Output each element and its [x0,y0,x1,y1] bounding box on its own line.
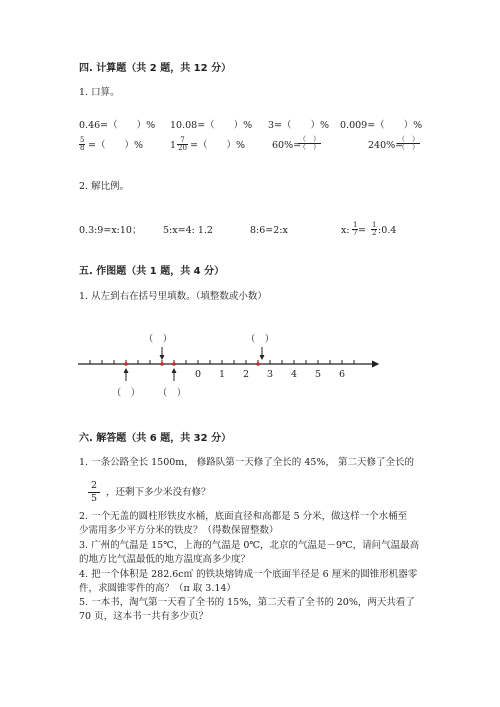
numerator: 7 [177,137,188,145]
answer-bracket: （ ） [245,334,275,345]
tick-label: 0 [194,369,202,380]
point-marker [172,362,176,366]
answer-bracket: （ ） [157,388,187,399]
point-marker [256,362,260,366]
proportion-prefix: x: [341,225,350,236]
tick-label: 5 [314,369,322,380]
calc-item: 0.46=（ ）% [79,120,156,131]
answer-bracket: （ ） [111,388,141,399]
proportion-item: 8:6=2:x [250,225,288,236]
q1-title: 1. 口算。 [79,87,120,98]
numerator: 1 [372,221,377,229]
fraction [88,480,100,505]
section4-heading: 四. 计算题（共 2 题，共 12 分） [79,63,232,74]
calc-item: 60%= [272,140,302,151]
problem-text: 2. 一个无盖的圆柱形铁皮水桶，底面直径和高都是 5 分米，做这样一个水桶至 [79,511,408,522]
problem-text: 的地方比气温最低的地方温度高多少度？ [79,554,251,565]
tick-label: 2 [242,369,250,380]
numerator: 2 [88,480,100,493]
problem-text: 1. 一条公路全长 1500m， 修路队第一天修了全长的 45%， 第二天修了全长的 [79,457,414,468]
equals-sign: = [358,225,366,236]
problem-text: 3. 广州的气温是 15℃，上海的气温是 0℃，北京的气温是－9℃，请问气温最高 [79,540,420,551]
tick-label: 3 [266,369,274,380]
proportion-item: 5:x=4: 1.2 [163,225,213,236]
denominator: 20 [178,144,187,152]
numerator: 1 [353,221,358,229]
problem-text: 5. 一本书，淘气第一天看了全书的 15%，第二天看了全书的 20%，两天共看了 [79,597,415,608]
section6-heading: 六. 解答题（共 6 题，共 32 分） [79,433,232,444]
denominator-blank: （ ） [398,143,419,151]
calc-item: =（ ）% [88,140,143,151]
denominator: 2 [372,229,377,237]
point-marker [160,362,164,366]
mixed-whole: 1 [170,140,177,151]
problem-text: 70 页，这本书一共有多少页？ [79,611,209,622]
fraction [79,137,85,152]
calc-item: 10.08=（ ）% [170,120,253,131]
number-line-figure [0,325,500,405]
fraction-blank [298,136,321,151]
tick-label: 6 [338,369,346,380]
denominator: 7 [353,229,358,237]
fraction-blank [397,136,420,151]
numerator-blank: （ ） [299,135,320,143]
problem-text: ，还剩下多少米没有修？ [106,487,211,498]
calc-item: 0.009=（ ）% [340,120,423,131]
calc-item: =（ ）% [190,140,245,151]
calc-item: 240%= [368,140,404,151]
numerator: 5 [80,136,85,144]
q2-title: 2. 解比例。 [79,181,130,192]
denominator: 8 [80,144,85,152]
calc-item: 3=（ ）% [268,120,330,131]
point-marker [124,362,128,366]
proportion-suffix: :0.4 [378,225,397,236]
fraction [177,137,188,152]
q1-title: 1. 从左到右在括号里填数。（填整数或小数） [79,291,267,302]
denominator: 5 [90,493,98,504]
denominator-blank: （ ） [299,143,320,151]
tick-label: 1 [218,369,226,380]
problem-text: 件，求圆锥零件的高？（π 取 3.14） [79,583,236,594]
numerator-blank: （ ） [398,135,419,143]
fraction [371,222,377,237]
problem-text: 4. 把一个体积是 282.6c㎥ 的铁块熔铸成一个底面半径是 6 厘米的圆锥形机器零 [79,569,418,580]
section5-heading: 五. 作图题（共 1 题，共 4 分） [79,266,225,277]
answer-bracket: （ ） [143,334,173,345]
ticks [90,360,354,364]
proportion-item: 0.3:9=x:10； [79,225,142,236]
problem-text: 少需用多少平方分米的铁皮？（得数保留整数） [79,525,279,536]
tick-label: 4 [290,369,298,380]
